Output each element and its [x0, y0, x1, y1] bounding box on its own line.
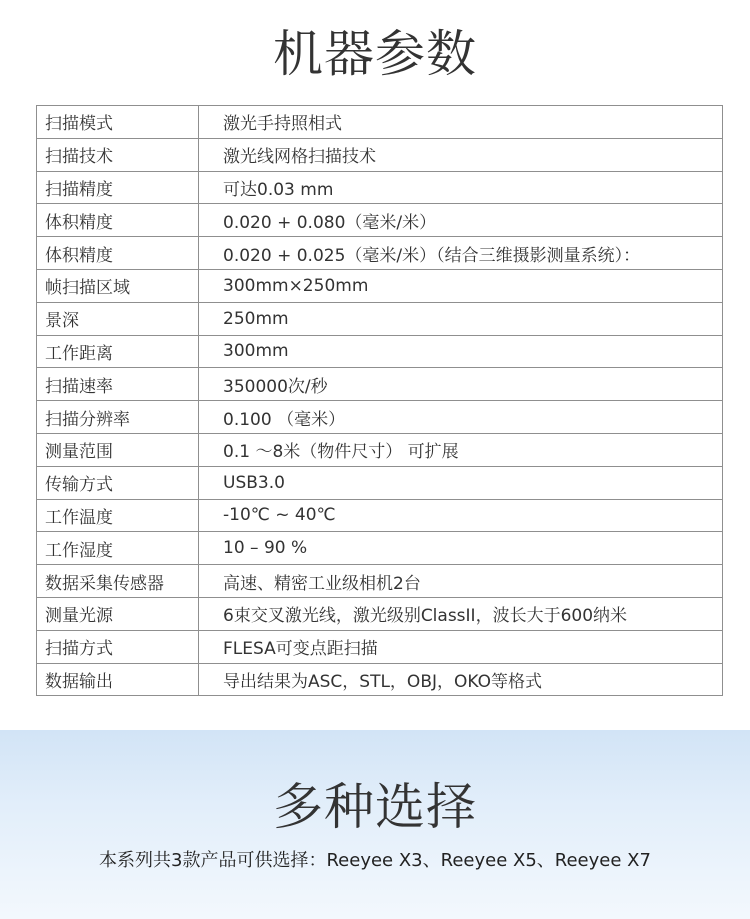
spec-row [37, 532, 723, 565]
spec-value: 激光线网格扫描技术 [199, 138, 723, 171]
spec-label: 扫描分辨率 [37, 401, 199, 434]
spec-table [36, 105, 723, 696]
spec-label: 帧扫描区域 [37, 269, 199, 302]
spec-row [37, 106, 723, 139]
spec-row [37, 597, 723, 630]
spec-value: 350000次/秒 [199, 368, 723, 401]
spec-value: 导出结果为ASC，STL，OBJ，OKO等格式 [199, 663, 723, 696]
spec-value: 250mm [199, 302, 723, 335]
spec-value: -10℃ ~ 40℃ [199, 499, 723, 532]
spec-label: 扫描速率 [37, 368, 199, 401]
spec-label: 扫描技术 [37, 138, 199, 171]
spec-row [37, 433, 723, 466]
spec-value: 0.020 + 0.080（毫米/米） [199, 204, 723, 237]
spec-label: 测量光源 [37, 597, 199, 630]
section-title: 机器参数 [273, 25, 477, 83]
spec-value: 300mm [199, 335, 723, 368]
spec-label: 体积精度 [37, 237, 199, 270]
spec-label: 扫描精度 [37, 171, 199, 204]
spec-label: 工作温度 [37, 499, 199, 532]
spec-value: 300mm×250mm [199, 269, 723, 302]
spec-value: 6束交叉激光线，激光级别ClassII，波长大于600纳米 [199, 597, 723, 630]
spec-row [37, 663, 723, 696]
spec-value: FLESA可变点距扫描 [199, 630, 723, 663]
spec-label: 景深 [37, 302, 199, 335]
choices-section [0, 730, 750, 919]
spec-row [37, 630, 723, 663]
spec-row [37, 335, 723, 368]
spec-row [37, 499, 723, 532]
spec-label: 测量范围 [37, 433, 199, 466]
spec-label: 数据输出 [37, 663, 199, 696]
spec-row [37, 302, 723, 335]
spec-row [37, 565, 723, 598]
spec-value: 可达0.03 mm [199, 171, 723, 204]
choices-subtitle: 本系列共3款产品可供选择：Reeyee X3、Reeyee X5、Reeyee X7 [99, 850, 651, 871]
spec-label: 工作湿度 [37, 532, 199, 565]
spec-value: 0.020 + 0.025（毫米/米）（结合三维摄影测量系统）： [199, 237, 723, 270]
spec-label: 传输方式 [37, 466, 199, 499]
spec-row [37, 466, 723, 499]
spec-table-body [37, 106, 723, 696]
spec-row [37, 138, 723, 171]
spec-value: 激光手持照相式 [199, 106, 723, 139]
spec-row [37, 237, 723, 270]
spec-row [37, 368, 723, 401]
spec-label: 数据采集传感器 [37, 565, 199, 598]
spec-row [37, 269, 723, 302]
spec-row [37, 171, 723, 204]
spec-row [37, 204, 723, 237]
spec-label: 扫描模式 [37, 106, 199, 139]
spec-row [37, 401, 723, 434]
spec-label: 体积精度 [37, 204, 199, 237]
spec-value: 0.100 （毫米） [199, 401, 723, 434]
spec-label: 工作距离 [37, 335, 199, 368]
spec-value: USB3.0 [199, 466, 723, 499]
choices-title: 多种选择 [273, 778, 477, 836]
spec-label: 扫描方式 [37, 630, 199, 663]
spec-value: 0.1 ～8米（物件尺寸） 可扩展 [199, 433, 723, 466]
spec-value: 10 – 90 % [199, 532, 723, 565]
spec-value: 高速、精密工业级相机2台 [199, 565, 723, 598]
